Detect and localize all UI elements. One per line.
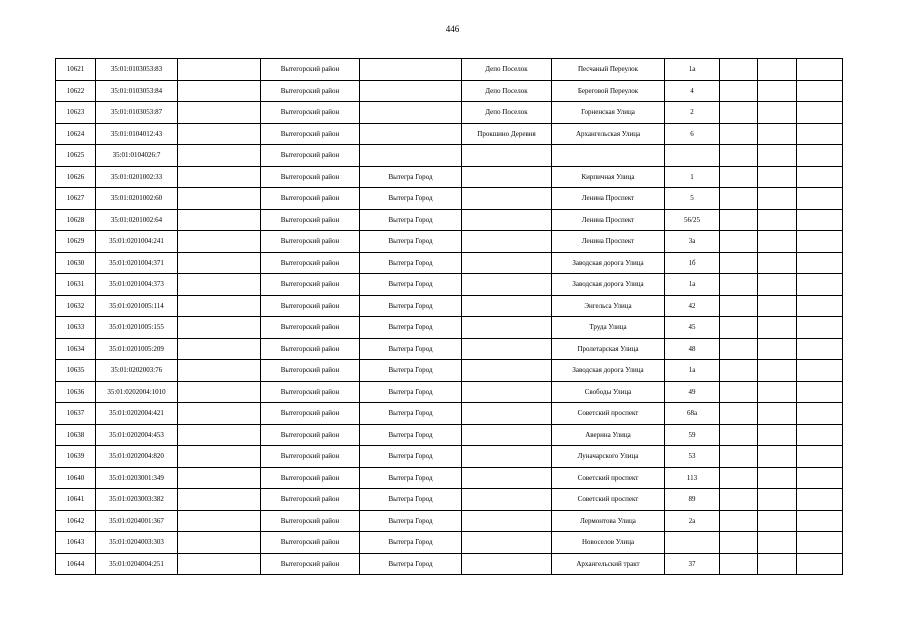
district-cell: Вытегорский район — [261, 80, 360, 102]
house-number-cell: 1 — [665, 166, 720, 188]
house-number-cell: 89 — [665, 489, 720, 511]
cadastral-number-cell: 35:01:0203003:382 — [96, 489, 178, 511]
extra-cell-1 — [720, 102, 758, 124]
street-cell: Энгельса Улица — [552, 295, 665, 317]
record-number-cell: 10638 — [56, 424, 96, 446]
extra-cell-2 — [758, 59, 797, 81]
extra-cell-2 — [758, 381, 797, 403]
blank-cell — [178, 338, 261, 360]
table-row — [56, 553, 843, 575]
extra-cell-1 — [720, 231, 758, 253]
table-row — [56, 489, 843, 511]
settlement-cell — [462, 252, 552, 274]
house-number-cell: 4 — [665, 80, 720, 102]
district-cell: Вытегорский район — [261, 553, 360, 575]
street-cell: Горненская Улица — [552, 102, 665, 124]
settlement-cell — [462, 381, 552, 403]
house-number-cell: 1б — [665, 252, 720, 274]
house-number-cell: 2 — [665, 102, 720, 124]
city-cell — [360, 145, 462, 167]
blank-cell — [178, 317, 261, 339]
city-cell: Вытегра Город — [360, 489, 462, 511]
extra-cell-1 — [720, 188, 758, 210]
record-number-cell: 10632 — [56, 295, 96, 317]
record-number-cell: 10624 — [56, 123, 96, 145]
cadastral-number-cell: 35:01:0201005:155 — [96, 317, 178, 339]
blank-cell — [178, 80, 261, 102]
record-number-cell: 10641 — [56, 489, 96, 511]
city-cell: Вытегра Город — [360, 510, 462, 532]
street-cell: Кирпичная Улица — [552, 166, 665, 188]
extra-cell-1 — [720, 424, 758, 446]
blank-cell — [178, 252, 261, 274]
extra-cell-1 — [720, 59, 758, 81]
blank-cell — [178, 295, 261, 317]
city-cell — [360, 102, 462, 124]
street-cell: Труда Улица — [552, 317, 665, 339]
table-row — [56, 381, 843, 403]
page-number: 446 — [445, 24, 460, 34]
table-row — [56, 424, 843, 446]
house-number-cell: 68а — [665, 403, 720, 425]
extra-cell-1 — [720, 274, 758, 296]
extra-cell-3 — [797, 80, 843, 102]
extra-cell-3 — [797, 553, 843, 575]
settlement-cell — [462, 188, 552, 210]
street-cell: Заводская дорога Улица — [552, 274, 665, 296]
extra-cell-1 — [720, 317, 758, 339]
extra-cell-3 — [797, 295, 843, 317]
cadastral-number-cell: 35:01:0103053:83 — [96, 59, 178, 81]
record-number-cell: 10626 — [56, 166, 96, 188]
city-cell: Вытегра Город — [360, 338, 462, 360]
blank-cell — [178, 123, 261, 145]
extra-cell-1 — [720, 166, 758, 188]
record-number-cell: 10628 — [56, 209, 96, 231]
extra-cell-3 — [797, 467, 843, 489]
table-row — [56, 252, 843, 274]
city-cell — [360, 59, 462, 81]
cadastral-number-cell: 35:01:0202004:421 — [96, 403, 178, 425]
street-cell: Песчаный Переулок — [552, 59, 665, 81]
district-cell: Вытегорский район — [261, 489, 360, 511]
city-cell: Вытегра Город — [360, 231, 462, 253]
city-cell: Вытегра Город — [360, 317, 462, 339]
district-cell: Вытегорский район — [261, 102, 360, 124]
extra-cell-2 — [758, 295, 797, 317]
cadastral-number-cell: 35:01:0201004:241 — [96, 231, 178, 253]
extra-cell-2 — [758, 209, 797, 231]
district-cell: Вытегорский район — [261, 403, 360, 425]
blank-cell — [178, 532, 261, 554]
extra-cell-2 — [758, 532, 797, 554]
table-row — [56, 532, 843, 554]
house-number-cell: 5 — [665, 188, 720, 210]
street-cell: Советский проспект — [552, 489, 665, 511]
record-number-cell: 10637 — [56, 403, 96, 425]
settlement-cell — [462, 467, 552, 489]
district-cell: Вытегорский район — [261, 381, 360, 403]
district-cell: Вытегорский район — [261, 123, 360, 145]
district-cell: Вытегорский район — [261, 188, 360, 210]
street-cell: Береговой Переулок — [552, 80, 665, 102]
settlement-cell: Депо Поселок — [462, 102, 552, 124]
extra-cell-2 — [758, 489, 797, 511]
blank-cell — [178, 209, 261, 231]
street-cell: Ленина Проспект — [552, 209, 665, 231]
house-number-cell: 59 — [665, 424, 720, 446]
cadastral-number-cell: 35:01:0202004:1010 — [96, 381, 178, 403]
table-row — [56, 295, 843, 317]
blank-cell — [178, 274, 261, 296]
house-number-cell: 1а — [665, 274, 720, 296]
extra-cell-2 — [758, 317, 797, 339]
table-row — [56, 446, 843, 468]
settlement-cell — [462, 295, 552, 317]
district-cell: Вытегорский район — [261, 317, 360, 339]
city-cell — [360, 123, 462, 145]
district-cell: Вытегорский район — [261, 145, 360, 167]
district-cell: Вытегорский район — [261, 467, 360, 489]
city-cell: Вытегра Город — [360, 252, 462, 274]
extra-cell-2 — [758, 80, 797, 102]
extra-cell-1 — [720, 381, 758, 403]
cadastral-number-cell: 35:01:0201002:64 — [96, 209, 178, 231]
extra-cell-1 — [720, 145, 758, 167]
house-number-cell: 49 — [665, 381, 720, 403]
settlement-cell — [462, 166, 552, 188]
cadastral-number-cell: 35:01:0201002:33 — [96, 166, 178, 188]
street-cell: Ленина Проспект — [552, 188, 665, 210]
table-row — [56, 166, 843, 188]
table-row — [56, 510, 843, 532]
extra-cell-3 — [797, 403, 843, 425]
table-row — [56, 338, 843, 360]
extra-cell-3 — [797, 123, 843, 145]
extra-cell-2 — [758, 102, 797, 124]
cadastral-number-cell: 35:01:0201002:60 — [96, 188, 178, 210]
blank-cell — [178, 424, 261, 446]
house-number-cell: 56/25 — [665, 209, 720, 231]
extra-cell-1 — [720, 467, 758, 489]
settlement-cell — [462, 338, 552, 360]
house-number-cell: 42 — [665, 295, 720, 317]
street-cell: Советский проспект — [552, 467, 665, 489]
city-cell: Вытегра Город — [360, 424, 462, 446]
record-number-cell: 10639 — [56, 446, 96, 468]
record-number-cell: 10635 — [56, 360, 96, 382]
extra-cell-2 — [758, 446, 797, 468]
cadastral-number-cell: 35:01:0202004:453 — [96, 424, 178, 446]
district-cell: Вытегорский район — [261, 424, 360, 446]
settlement-cell — [462, 145, 552, 167]
extra-cell-2 — [758, 338, 797, 360]
settlement-cell — [462, 510, 552, 532]
extra-cell-2 — [758, 166, 797, 188]
extra-cell-1 — [720, 532, 758, 554]
record-number-cell: 10634 — [56, 338, 96, 360]
record-number-cell: 10622 — [56, 80, 96, 102]
blank-cell — [178, 381, 261, 403]
blank-cell — [178, 510, 261, 532]
table-row — [56, 102, 843, 124]
cadastral-number-cell: 35:01:0202004:820 — [96, 446, 178, 468]
house-number-cell: 37 — [665, 553, 720, 575]
settlement-cell — [462, 553, 552, 575]
house-number-cell: 45 — [665, 317, 720, 339]
cadastral-number-cell: 35:01:0204004:251 — [96, 553, 178, 575]
district-cell: Вытегорский район — [261, 510, 360, 532]
record-number-cell: 10636 — [56, 381, 96, 403]
blank-cell — [178, 231, 261, 253]
blank-cell — [178, 145, 261, 167]
city-cell: Вытегра Город — [360, 274, 462, 296]
extra-cell-3 — [797, 381, 843, 403]
extra-cell-2 — [758, 424, 797, 446]
extra-cell-3 — [797, 424, 843, 446]
table-row — [56, 123, 843, 145]
extra-cell-2 — [758, 123, 797, 145]
extra-cell-3 — [797, 102, 843, 124]
house-number-cell — [665, 145, 720, 167]
record-number-cell: 10640 — [56, 467, 96, 489]
street-cell: Новоселов Улица — [552, 532, 665, 554]
blank-cell — [178, 188, 261, 210]
settlement-cell — [462, 360, 552, 382]
extra-cell-3 — [797, 274, 843, 296]
city-cell: Вытегра Город — [360, 446, 462, 468]
extra-cell-1 — [720, 338, 758, 360]
street-cell: Заводская дорога Улица — [552, 252, 665, 274]
record-number-cell: 10633 — [56, 317, 96, 339]
extra-cell-1 — [720, 489, 758, 511]
settlement-cell — [462, 274, 552, 296]
extra-cell-1 — [720, 446, 758, 468]
extra-cell-1 — [720, 295, 758, 317]
settlement-cell — [462, 424, 552, 446]
table-row — [56, 317, 843, 339]
table-row — [56, 80, 843, 102]
house-number-cell: 1а — [665, 59, 720, 81]
extra-cell-1 — [720, 252, 758, 274]
house-number-cell — [665, 532, 720, 554]
cadastral-number-cell: 35:01:0103053:84 — [96, 80, 178, 102]
extra-cell-2 — [758, 467, 797, 489]
street-cell: Луначарского Улица — [552, 446, 665, 468]
blank-cell — [178, 403, 261, 425]
table-row — [56, 188, 843, 210]
house-number-cell: 113 — [665, 467, 720, 489]
street-cell: Советский проспект — [552, 403, 665, 425]
extra-cell-2 — [758, 360, 797, 382]
city-cell — [360, 80, 462, 102]
table-row — [56, 360, 843, 382]
blank-cell — [178, 553, 261, 575]
extra-cell-3 — [797, 317, 843, 339]
extra-cell-2 — [758, 403, 797, 425]
house-number-cell: 48 — [665, 338, 720, 360]
city-cell: Вытегра Город — [360, 403, 462, 425]
extra-cell-1 — [720, 209, 758, 231]
district-cell: Вытегорский район — [261, 338, 360, 360]
cadastral-number-cell: 35:01:0103053:87 — [96, 102, 178, 124]
district-cell: Вытегорский район — [261, 446, 360, 468]
cadastral-number-cell: 35:01:0201005:114 — [96, 295, 178, 317]
extra-cell-3 — [797, 231, 843, 253]
house-number-cell: 2а — [665, 510, 720, 532]
extra-cell-2 — [758, 231, 797, 253]
property-table — [55, 58, 843, 575]
extra-cell-1 — [720, 553, 758, 575]
extra-cell-3 — [797, 446, 843, 468]
extra-cell-2 — [758, 553, 797, 575]
record-number-cell: 10630 — [56, 252, 96, 274]
blank-cell — [178, 166, 261, 188]
city-cell: Вытегра Город — [360, 188, 462, 210]
table-row — [56, 274, 843, 296]
table-row — [56, 467, 843, 489]
street-cell: Свободы Улица — [552, 381, 665, 403]
street-cell — [552, 145, 665, 167]
city-cell: Вытегра Город — [360, 467, 462, 489]
district-cell: Вытегорский район — [261, 295, 360, 317]
blank-cell — [178, 467, 261, 489]
cadastral-number-cell: 35:01:0202003:76 — [96, 360, 178, 382]
city-cell: Вытегра Город — [360, 360, 462, 382]
district-cell: Вытегорский район — [261, 360, 360, 382]
settlement-cell: Депо Поселок — [462, 80, 552, 102]
city-cell: Вытегра Город — [360, 381, 462, 403]
house-number-cell: 3а — [665, 231, 720, 253]
street-cell: Архангельский тракт — [552, 553, 665, 575]
extra-cell-3 — [797, 188, 843, 210]
cadastral-number-cell: 35:01:0201004:371 — [96, 252, 178, 274]
street-cell: Лермонтова Улица — [552, 510, 665, 532]
extra-cell-3 — [797, 532, 843, 554]
settlement-cell — [462, 532, 552, 554]
street-cell: Аверина Улица — [552, 424, 665, 446]
blank-cell — [178, 59, 261, 81]
extra-cell-3 — [797, 338, 843, 360]
settlement-cell — [462, 231, 552, 253]
extra-cell-1 — [720, 123, 758, 145]
street-cell: Заводская дорога Улица — [552, 360, 665, 382]
district-cell: Вытегорский район — [261, 166, 360, 188]
street-cell: Архангельская Улица — [552, 123, 665, 145]
extra-cell-3 — [797, 489, 843, 511]
district-cell: Вытегорский район — [261, 59, 360, 81]
settlement-cell — [462, 209, 552, 231]
table-row — [56, 145, 843, 167]
cadastral-number-cell: 35:01:0201005:209 — [96, 338, 178, 360]
city-cell: Вытегра Город — [360, 553, 462, 575]
settlement-cell: Депо Поселок — [462, 59, 552, 81]
blank-cell — [178, 489, 261, 511]
record-number-cell: 10642 — [56, 510, 96, 532]
cadastral-number-cell: 35:01:0104012:43 — [96, 123, 178, 145]
district-cell: Вытегорский район — [261, 209, 360, 231]
blank-cell — [178, 446, 261, 468]
extra-cell-3 — [797, 360, 843, 382]
table-row — [56, 231, 843, 253]
record-number-cell: 10621 — [56, 59, 96, 81]
city-cell: Вытегра Город — [360, 532, 462, 554]
cadastral-number-cell: 35:01:0204001:367 — [96, 510, 178, 532]
table-row — [56, 59, 843, 81]
extra-cell-3 — [797, 59, 843, 81]
house-number-cell: 53 — [665, 446, 720, 468]
blank-cell — [178, 360, 261, 382]
extra-cell-3 — [797, 209, 843, 231]
extra-cell-2 — [758, 252, 797, 274]
city-cell: Вытегра Город — [360, 209, 462, 231]
extra-cell-3 — [797, 166, 843, 188]
record-number-cell: 10625 — [56, 145, 96, 167]
extra-cell-2 — [758, 274, 797, 296]
district-cell: Вытегорский район — [261, 274, 360, 296]
house-number-cell: 6 — [665, 123, 720, 145]
street-cell: Ленина Проспект — [552, 231, 665, 253]
record-number-cell: 10644 — [56, 553, 96, 575]
extra-cell-3 — [797, 145, 843, 167]
street-cell: Пролетарская Улица — [552, 338, 665, 360]
extra-cell-1 — [720, 510, 758, 532]
record-number-cell: 10623 — [56, 102, 96, 124]
blank-cell — [178, 102, 261, 124]
district-cell: Вытегорский район — [261, 532, 360, 554]
district-cell: Вытегорский район — [261, 231, 360, 253]
extra-cell-3 — [797, 510, 843, 532]
extra-cell-3 — [797, 252, 843, 274]
city-cell: Вытегра Город — [360, 295, 462, 317]
record-number-cell: 10643 — [56, 532, 96, 554]
settlement-cell — [462, 489, 552, 511]
cadastral-number-cell: 35:01:0104026:7 — [96, 145, 178, 167]
settlement-cell — [462, 317, 552, 339]
record-number-cell: 10627 — [56, 188, 96, 210]
house-number-cell: 1а — [665, 360, 720, 382]
city-cell: Вытегра Город — [360, 166, 462, 188]
district-cell: Вытегорский район — [261, 252, 360, 274]
settlement-cell: Прокшино Деревня — [462, 123, 552, 145]
cadastral-number-cell: 35:01:0204003:303 — [96, 532, 178, 554]
settlement-cell — [462, 403, 552, 425]
table-row — [56, 209, 843, 231]
extra-cell-1 — [720, 80, 758, 102]
extra-cell-1 — [720, 403, 758, 425]
extra-cell-2 — [758, 188, 797, 210]
extra-cell-2 — [758, 145, 797, 167]
cadastral-number-cell: 35:01:0203001:349 — [96, 467, 178, 489]
record-number-cell: 10631 — [56, 274, 96, 296]
record-number-cell: 10629 — [56, 231, 96, 253]
extra-cell-1 — [720, 360, 758, 382]
settlement-cell — [462, 446, 552, 468]
table-row — [56, 403, 843, 425]
extra-cell-2 — [758, 510, 797, 532]
cadastral-number-cell: 35:01:0201004:373 — [96, 274, 178, 296]
